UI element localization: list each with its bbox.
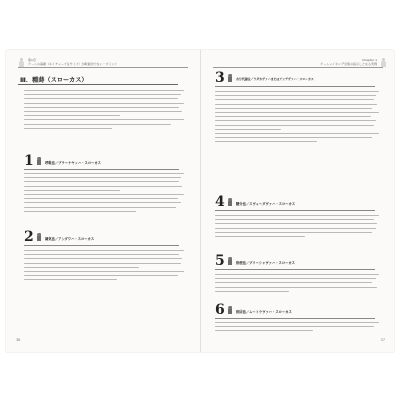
item-number: 3 xyxy=(215,70,225,86)
item-number: 6 xyxy=(215,302,225,318)
item-body xyxy=(215,215,379,240)
item-title: 調気法／アンダワハ・スローカス xyxy=(45,237,95,241)
left-page xyxy=(6,50,200,352)
pawn-icon xyxy=(18,58,25,67)
intro-paragraph xyxy=(24,90,184,132)
section-title: Ⅲ．種蒔（スローカス） xyxy=(20,77,88,84)
item-title: 糖分法／スヴェーダヴァハ・スローカス xyxy=(236,202,296,206)
item-rule xyxy=(215,86,375,87)
left-header-subtitle: ゲームの基礎（ネイチャーズ＆サイズ）が戦術的でない・ポイント xyxy=(28,62,118,66)
left-header-chapter: 第1章 xyxy=(28,58,36,62)
item-title: 呼吸法／ブラーナヤッハ・スローカス xyxy=(45,161,101,165)
book-spread xyxy=(6,50,394,352)
right-header-chapter: Chapter 1 xyxy=(362,58,377,62)
right-header-rule xyxy=(213,67,383,68)
item-rule xyxy=(215,269,375,270)
knight-icon xyxy=(36,157,42,165)
item-rule xyxy=(215,318,375,319)
item-body xyxy=(24,173,184,215)
item-number: 2 xyxy=(24,229,34,245)
left-header xyxy=(28,58,117,66)
item-body xyxy=(215,91,379,145)
page-number: 37 xyxy=(380,338,385,342)
item-body xyxy=(24,250,184,284)
item-number: 1 xyxy=(24,153,34,169)
knight-icon xyxy=(227,198,233,206)
knight-icon xyxy=(227,306,233,314)
left-header-rule xyxy=(18,67,188,68)
knight-icon xyxy=(227,257,233,265)
item-rule xyxy=(24,169,179,170)
knight-icon xyxy=(227,74,233,82)
item-title: 排便法／プリーシャヴァハ・スローカス xyxy=(236,261,295,265)
item-body xyxy=(215,322,379,335)
item-number: 5 xyxy=(215,253,225,269)
right-header-subtitle: ゲームメイキング全般の指示しとなる実例 xyxy=(320,62,377,66)
item-body xyxy=(215,274,379,295)
right-header xyxy=(320,58,377,66)
item-title: 排尿法／ムートラヴァハ・スローカス xyxy=(236,310,292,314)
right-page xyxy=(201,50,395,352)
item-rule xyxy=(215,210,375,211)
pawn-icon xyxy=(380,58,387,67)
item-number: 4 xyxy=(215,194,225,210)
item-title: 水分代謝法／ラダカヴァハまたはアンデヴァハ・スローカス xyxy=(236,77,314,81)
item-rule xyxy=(24,245,179,246)
page-number: 36 xyxy=(16,338,21,342)
section-rule xyxy=(18,84,178,85)
knight-icon xyxy=(36,233,42,241)
